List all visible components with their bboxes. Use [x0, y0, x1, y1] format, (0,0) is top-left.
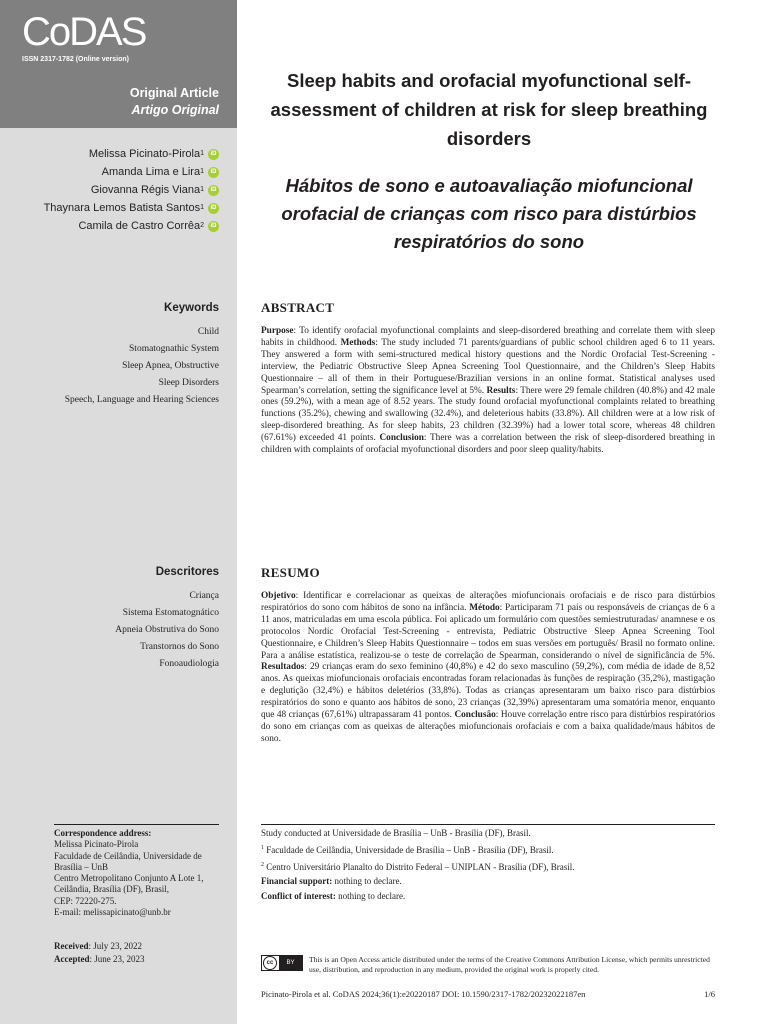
correspondence-line: Centro Metropolitano Conjunto A Lote 1, Ceilândia, Brasília (DF), Brasil,	[54, 873, 204, 895]
resumo-title: RESUMO	[261, 565, 320, 580]
descritores-title: Descritores	[155, 566, 219, 578]
article-type	[130, 86, 219, 117]
abstract-body: Purpose: To identify orofacial myofunctional complaints and sleep-disordered breathing and correlate them with sleep habits in childhood. Methods: The study included 71 parents/guardians of public school children aged 6 to 11 years. They answered a form with semi-structured medical history questions and the Nordic Orofacial Test-Screening - interview, the Pediatric Obstructive Sleep Apnea Screening Tool Questionnaire, and the Children’s Sleep Habits Questionnaire – all of them in their Portuguese/Brazilian versions in an online format. Statistical analyses used Spearman’s correlation, setting the significance level at 5%. Results: There were 29 female children (40.8%) and 42 male ones (59.2%), with a mean age of 8.52 years. The study found orofacial myofunctional complaints related to breathing functions (35.2%), chewing and swallowing (32.4%), and deleterious habits (33.8%). All children were at a low risk of sleep-disordered breathing. As for sleep habits, 23 children (32.39%) had a lower total score, whereas 48 children (67.61%) exceeded 41 points. Conclusion: There was a correlation between the risk of sleep-disordered breathing in children with complaints of orofacial myofunctional disorders and poor sleep quality/habits.	[261, 326, 715, 456]
descritor: Fonoaudiologia	[159, 659, 219, 669]
keyword: Sleep Disorders	[158, 378, 219, 388]
cc-label: cc	[263, 956, 277, 970]
accepted-date: Accepted: June 23, 2023	[54, 953, 145, 964]
orcid-icon[interactable]: iD	[208, 149, 219, 160]
conflict-of-interest: Conflict of interest: nothing to declare.	[261, 891, 406, 902]
citation-footer	[261, 989, 715, 999]
keyword: Child	[197, 327, 219, 337]
received-date: Received: July 23, 2022	[54, 941, 142, 951]
orcid-icon[interactable]: iD	[208, 221, 219, 232]
keyword: Sleep Apnea, Obstructive	[122, 361, 219, 371]
author: Amanda Lima e Lira 1 iD	[44, 163, 219, 181]
cc-by-icon[interactable]	[261, 955, 303, 971]
divider	[261, 824, 715, 825]
divider	[54, 824, 219, 825]
keywords-title: Keywords	[164, 302, 219, 314]
correspondence-line: Faculdade de Ceilândia, Universidade de Brasília – UnB	[54, 850, 202, 872]
keywords	[29, 302, 219, 411]
sidebar	[0, 0, 237, 1024]
orcid-icon[interactable]: iD	[208, 167, 219, 178]
correspondence-address	[54, 824, 219, 918]
citation-text: Picinato-Pirola et al. CoDAS 2024;36(1):e20220187 DOI: 10.1590/2317-1782/20232022187en	[261, 989, 586, 999]
article-dates	[54, 940, 145, 965]
author: Melissa Picinato-Pirola 1 iD	[44, 145, 219, 163]
author: Thaynara Lemos Batista Santos 1 iD	[44, 199, 219, 217]
orcid-icon[interactable]: iD	[208, 185, 219, 196]
descritor: Sistema Estomatognático	[122, 608, 219, 618]
by-label: BY	[279, 956, 302, 970]
descritores	[29, 566, 219, 675]
resumo-body: Objetivo: Identificar e correlacionar as queixas de alterações miofuncionais orofaciais e de risco para distúrbios respiratórios do sono com hábitos de sono na infância. Método: Participaram 71 pais ou responsáveis de crianças de 6 a 11 anos, matriculadas em uma escola pública. Foi aplicado um formulário com questões semiestruturadas/ anamnese e os protocolos Nordic Orofacial Test-Screening - entrevista, Pediatric Obstructive Sleep Apnea Screening Tool Questionnaire, e Children’s Sleep Habits Questionnaire – todos em suas versões em português/ Brasil no formato online. Para a análise estatística, realizou-se o teste de correlação de Spearman, considerando o nível de significância de 5%. Resultados: 29 crianças eram do sexo feminino (40,8%) e 42 do sexo masculino (59,2%), com média de idade de 8,52 anos. As queixas miofuncionais orofaciais encontradas foram relacionadas às funções de respiração (35,2%), mastigação e deglutição (32,4%) e hábitos deletérios (33,8%). Todas as crianças apresentaram um baixo risco para distúrbios respiratórios do sono e quanto aos hábitos de sono, 23 crianças (32,39%) apresentaram uma somatória menor, enquanto que 48 crianças (67,61%) ultrapassaram 41 pontos. Conclusão: Houve correlação entre risco para distúrbios respiratórios do sono em crianças com as queixas de alterações miofuncionais orofaciais e com a baixa qualidade/maus hábitos de sono.	[261, 591, 715, 744]
title-en: Sleep habits and orofacial myofunctional self-assessment of children at risk for sleep breathing disorders	[270, 70, 708, 149]
footnotes	[261, 824, 715, 904]
keyword: Stomatognathic System	[129, 344, 219, 354]
author-list	[44, 145, 219, 235]
descritor: Criança	[189, 591, 219, 601]
affiliation-1: $^1$ Faculdade de Ceilândia, Universidade de Brasília – UnB - Brasília (DF), Brasil.	[261, 844, 554, 855]
correspondence-line: CEP: 72220-275.	[54, 895, 117, 906]
keyword: Speech, Language and Hearing Sciences	[64, 395, 219, 405]
descritor: Apneia Obstrutiva do Sono	[115, 625, 219, 635]
page-number: 1/6	[704, 989, 715, 999]
descritor: Transtornos do Sono	[140, 642, 219, 652]
article-type-en: Original Article	[129, 86, 219, 100]
correspondence-email[interactable]: E-mail: melissapicinato@unb.br	[54, 907, 171, 918]
affiliation-2: $^2$ Centro Universitário Planalto do Distrito Federal – UNIPLAN - Brasília (DF), Brasil.	[261, 861, 575, 872]
sidebar-header	[0, 0, 237, 128]
abstract-title: ABSTRACT	[261, 300, 335, 315]
license-text: This is an Open Access article distributed under the terms of the Creative Commons Attribution License, which permits unrestricted use, distribution, and reproduction in any medium, provided the original work is properly cited.	[309, 955, 710, 974]
author: Camila de Castro Corrêa 2 iD	[44, 217, 219, 235]
financial-support: Financial support: nothing to declare.	[261, 876, 402, 887]
license	[261, 955, 715, 975]
journal-logo	[22, 10, 146, 56]
author: Giovanna Régis Viana 1 iD	[44, 181, 219, 199]
study-location: Study conducted at Universidade de Brasília – UnB - Brasília (DF), Brasil.	[261, 828, 531, 838]
title-pt: Hábitos de sono e autoavaliação miofuncional orofacial de crianças com risco para distúrbios respiratórios do sono	[281, 175, 697, 252]
issn: ISSN 2317-1782 (Online version)	[22, 56, 129, 63]
article-type-pt: Artigo Original	[131, 103, 219, 117]
correspondence-line: Melissa Picinato-Pirola	[54, 839, 139, 850]
journal-logo-text: CoDAS	[22, 10, 146, 54]
orcid-icon[interactable]: iD	[208, 203, 219, 214]
correspondence-label: Correspondence address:	[54, 828, 152, 838]
